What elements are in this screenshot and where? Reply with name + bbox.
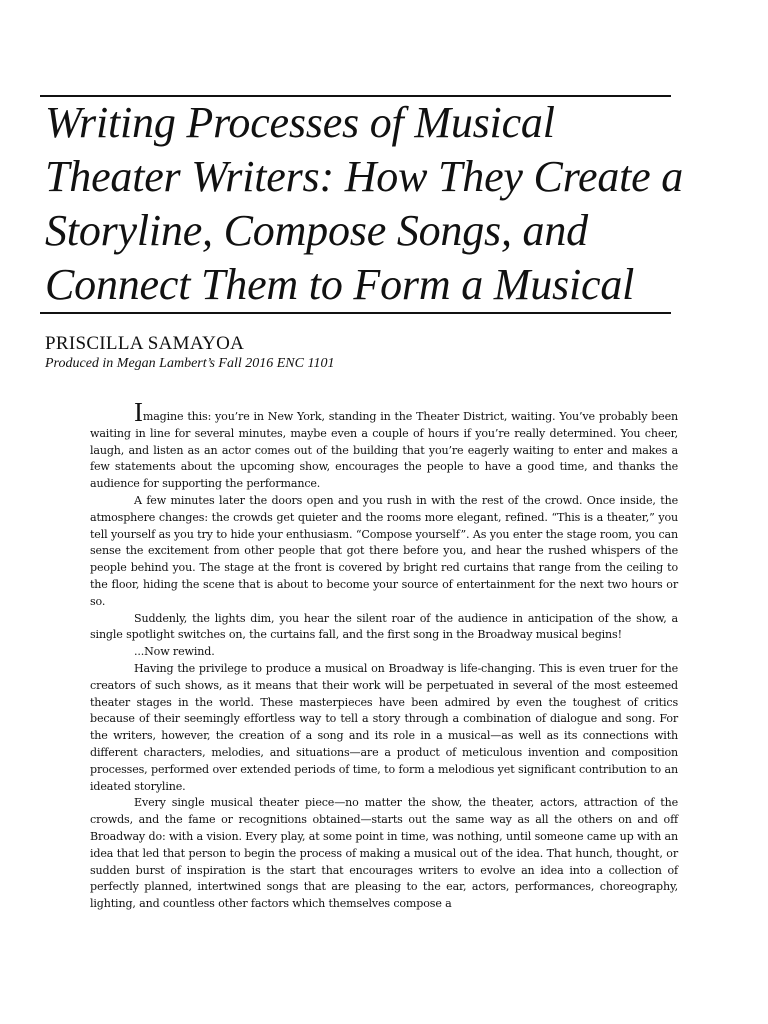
article-title: Writing Processes of Musical Theater Writers: How They Create a Storyline, Compose Songs, and Connect Them to Form a Musical [45, 98, 684, 309]
produced-in-note: Produced in Megan Lambert’s Fall 2016 ENC 1101 [45, 356, 335, 371]
paragraph-1-text: magine this: you’re in New York, standing in the Theater District, waiting. You’ve probably been waiting in line for several minutes, maybe even a couple of hours if you’re really determined. You cheer, laugh, and listen as an actor comes out of the building that you’re eagerly waiting to enter and makes a few statements about the upcoming show, encourages the people to have a good time, and thanks the audience for supporting the performance. [90, 410, 678, 491]
paragraph-2: A few minutes later the doors open and you rush in with the rest of the crowd. Once inside, the atmosphere changes: the crowds get quieter and the rooms more elegant, refined. “This is a theater,” you tell yourself as you try to hide your enthusiasm. “Compose yourself”. As you enter the stage room, you can sense the excitement from other people that got there before you, and hear the rushed whispers of the people behind you. The stage at the front is covered by bright red curtains that range from the ceiling to the floor, hiding the scene that is about to become your source of entertainment for the next two hours or so. [90, 493, 678, 608]
drop-cap: I [134, 397, 143, 427]
title-bottom-rule [40, 312, 671, 314]
paragraph-4: ...Now rewind. [134, 645, 215, 659]
paragraph-5: Having the privilege to produce a musical on Broadway is life-changing. This is even truer for the creators of such shows, as it means that their work will be perpetuated in several of the most esteemed theater stages in the world. These masterpieces have been admired by even the toughest of critics because of their seemingly effortless way to tell a story through a combination of dialogue and song. For the writers, however, the creation of a song and its role in a musical—as well as its connections with different characters, melodies, and situations—are a product of meticulous invention and composition processes, performed over extended periods of time, to form a melodious yet significant contribution to an ideated storyline. [90, 661, 678, 793]
article-body [90, 397, 678, 913]
paragraph-1 [90, 397, 678, 493]
paragraph-3: Suddenly, the lights dim, you hear the silent roar of the audience in anticipation of the show, a single spotlight switches on, the curtains fall, and the first song in the Broadway musical begins! [90, 611, 678, 642]
paragraph-6: Every single musical theater piece—no matter the show, the theater, actors, attraction of the crowds, and the fame or recognitions obtained—starts out the same way as all the others on and off Broadway do: with a vision. Every play, at some point in time, was nothing, until someone came up with an idea that led that person to begin the process of making a musical out of the idea. That hunch, thought, or sudden burst of inspiration is the start that encourages writers to evolve an idea into a collection of perfectly planned, intertwined songs that are pleasing to the ear, actors, performances, choreography, lighting, and countless other factors which themselves compose a [90, 796, 678, 911]
author-name: PRISCILLA SAMAYOA [45, 333, 245, 354]
